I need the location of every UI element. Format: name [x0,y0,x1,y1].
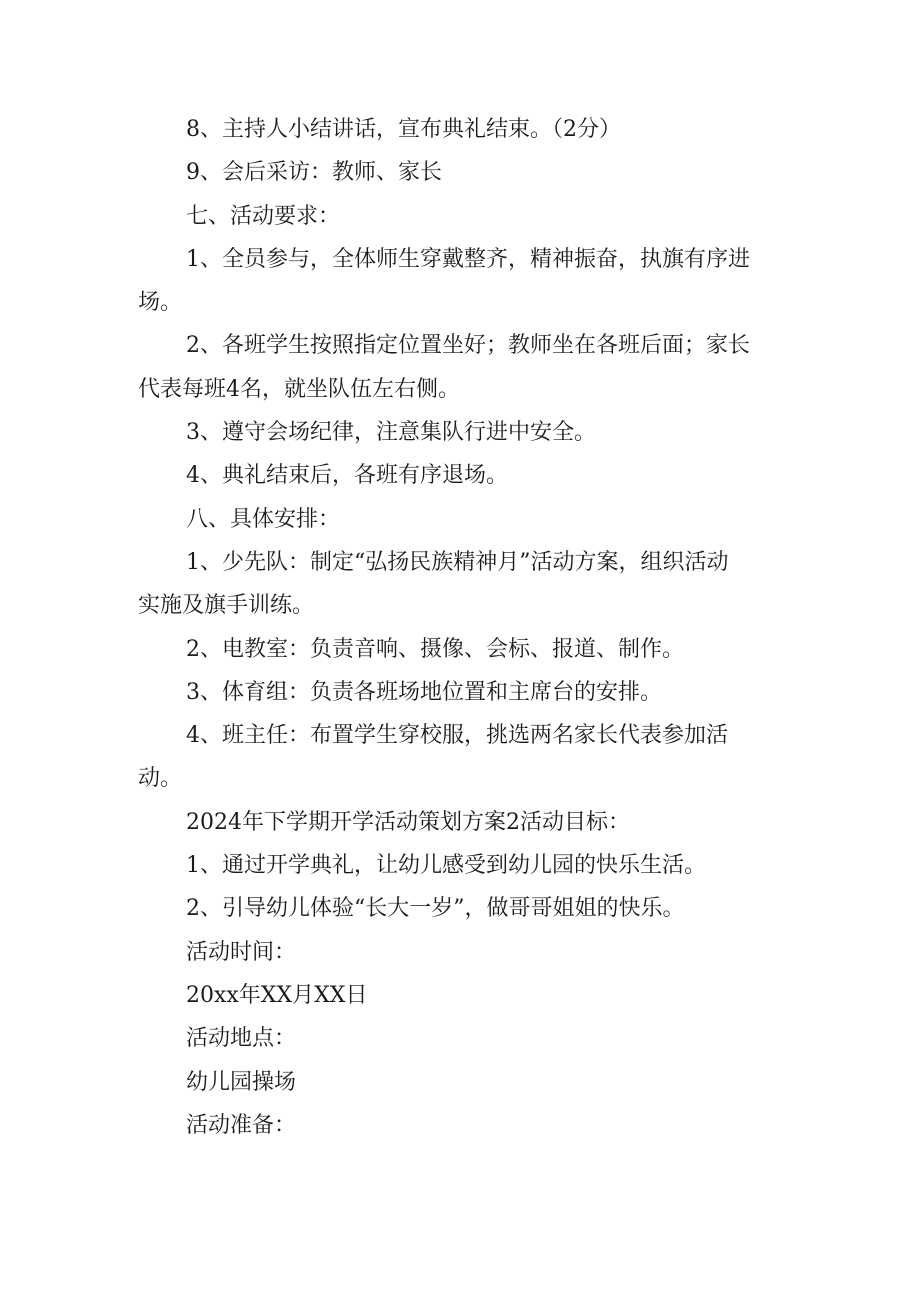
field-value: 20xx年XX月XX日 [186,982,368,1008]
paragraph-first-line: 2、各班学生按照指定位置坐好；教师坐在各班后面；家长 [186,333,750,359]
paragraph-first-line: 1、少先队：制定“弘扬民族精神月”活动方案，组织活动 [186,549,729,575]
field-label: 活动时间： [186,939,297,965]
text-line: 8、主持人小结讲话，宣布典礼结束。（2分） [186,117,621,142]
field-label: 活动准备： [186,1112,297,1138]
field-value: 幼儿园操场 [186,1069,297,1095]
text-line: 2、电教室：负责音响、摄像、会标、报道、制作。 [186,636,684,662]
text-line: 9、会后采访：教师、家长 [186,160,442,186]
paragraph-first-line: 4、班主任：布置学生穿校服，挑选两名家长代表参加活 [186,723,728,749]
paragraph-continuation: 实施及旗手训练。 [138,593,315,619]
paragraph-continuation: 场。 [138,290,183,316]
section-heading: 八、具体安排： [186,506,341,532]
text-line: 4、典礼结束后，各班有序退场。 [186,463,508,489]
paragraph-first-line: 1、全员参与，全体师生穿戴整齐，精神振奋，执旗有序进 [186,246,750,272]
text-line: 3、体育组：负责各班场地位置和主席台的安排。 [186,679,662,705]
document-title-line: 2024年下学期开学活动策划方案2活动目标： [186,809,630,835]
paragraph [138,324,788,411]
section-heading: 七、活动要求： [186,203,341,229]
field-label: 活动地点： [186,1026,297,1052]
text-line: 1、通过开学典礼，让幼儿感受到幼儿园的快乐生活。 [186,853,706,879]
paragraph-continuation: 动。 [138,766,183,792]
paragraph [138,238,788,325]
document-page [138,108,788,1147]
paragraph [138,714,788,801]
text-line: 3、遵守会场纪律，注意集队行进中安全。 [186,420,596,446]
paragraph-continuation: 代表每班4名，就坐队伍左右侧。 [138,376,460,402]
text-line: 2、引导幼儿体验“长大一岁”，做哥哥姐姐的快乐。 [186,896,685,922]
paragraph [138,541,788,628]
